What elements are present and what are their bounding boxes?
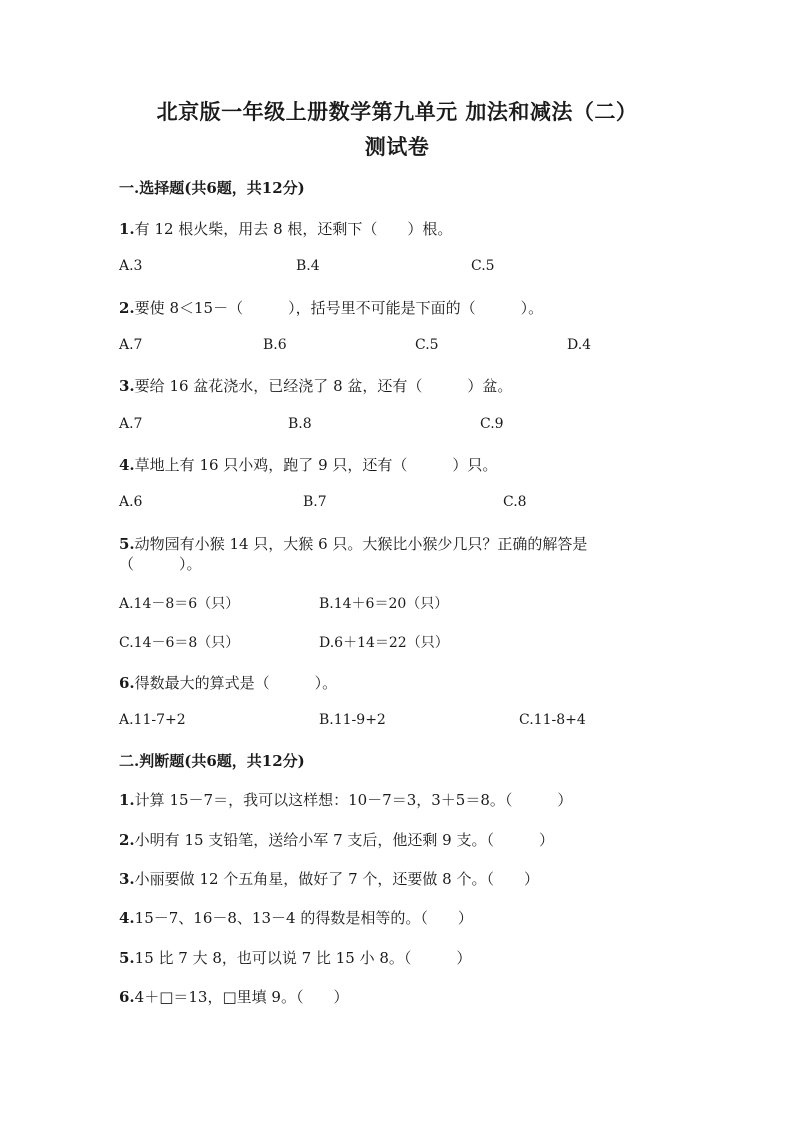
section-heading-choice: 一.选择题(共6题，共12分) xyxy=(119,179,305,197)
judgment-6 xyxy=(119,986,348,1007)
question-2 xyxy=(119,297,543,318)
judgment-5 xyxy=(119,947,471,968)
question-5 xyxy=(119,533,587,554)
judgment-1 xyxy=(119,789,572,810)
question-text: 要使 8＜15－（ ），括号里不可能是下面的（ ）。 xyxy=(134,299,544,317)
question-number: 3. xyxy=(119,377,135,395)
option-c[interactable]: C.11-8+4 xyxy=(519,712,586,728)
option-a[interactable]: A.3 xyxy=(119,258,143,274)
option-c[interactable]: C.14－6＝8（只） xyxy=(119,635,240,651)
question-6 xyxy=(119,672,337,693)
question-number: 6. xyxy=(119,674,135,692)
question-3 xyxy=(119,375,512,396)
question-number: 4. xyxy=(119,909,135,927)
judgment-4 xyxy=(119,907,473,928)
option-a[interactable]: A.11-7+2 xyxy=(119,712,186,728)
option-a[interactable]: A.14－8＝6（只） xyxy=(119,596,240,612)
option-d[interactable]: D.6＋14＝22（只） xyxy=(319,635,449,651)
option-c[interactable]: C.8 xyxy=(503,494,527,510)
question-number: 2. xyxy=(119,299,135,317)
judgment-2 xyxy=(119,829,554,850)
question-number: 1. xyxy=(119,220,135,238)
option-b[interactable]: B.4 xyxy=(296,258,320,274)
page-subtitle: 测试卷 xyxy=(364,134,430,159)
question-number: 3. xyxy=(119,870,135,888)
option-a[interactable]: A.7 xyxy=(119,416,143,432)
question-5-continued: （ ）。 xyxy=(119,555,202,573)
option-b[interactable]: B.14＋6＝20（只） xyxy=(319,596,449,612)
option-b[interactable]: B.11-9+2 xyxy=(319,712,386,728)
option-a[interactable]: A.6 xyxy=(119,494,143,510)
option-c[interactable]: C.5 xyxy=(471,258,495,274)
option-b[interactable]: B.6 xyxy=(263,337,287,353)
question-4 xyxy=(119,454,497,475)
question-text: 得数最大的算式是（ ）。 xyxy=(134,674,338,692)
option-d[interactable]: D.4 xyxy=(567,337,592,353)
option-b[interactable]: B.8 xyxy=(288,416,312,432)
question-number: 1. xyxy=(119,791,135,809)
question-text: 4＋□＝13，□里填 9。（ ） xyxy=(134,988,349,1006)
question-1 xyxy=(119,218,452,239)
question-text: 草地上有 16 只小鸡，跑了 9 只，还有（ ）只。 xyxy=(134,456,498,474)
section-heading-judgment: 二.判断题(共6题，共12分) xyxy=(119,752,305,770)
option-c[interactable]: C.5 xyxy=(415,337,439,353)
question-text: 要给 16 盆花浇水，已经浇了 8 盆，还有（ ）盆。 xyxy=(134,377,513,395)
option-c[interactable]: C.9 xyxy=(480,416,504,432)
question-text: 计算 15－7＝，我可以这样想：10－7＝3，3＋5＝8。（ ） xyxy=(134,791,573,809)
question-text: 有 12 根火柴，用去 8 根，还剩下（ ）根。 xyxy=(134,220,453,238)
option-a[interactable]: A.7 xyxy=(119,337,143,353)
question-number: 5. xyxy=(119,949,135,967)
option-b[interactable]: B.7 xyxy=(303,494,327,510)
question-text: 小明有 15 支铅笔，送给小军 7 支后，他还剩 9 支。（ ） xyxy=(134,831,554,849)
question-number: 2. xyxy=(119,831,135,849)
question-number: 5. xyxy=(119,535,135,553)
judgment-3 xyxy=(119,868,539,889)
question-number: 4. xyxy=(119,456,135,474)
question-text: 15 比 7 大 8，也可以说 7 比 15 小 8。（ ） xyxy=(134,949,472,967)
question-number: 6. xyxy=(119,988,135,1006)
page-title: 北京版一年级上册数学第九单元 加法和减法（二） xyxy=(156,99,638,124)
question-text: 小丽要做 12 个五角星，做好了 7 个，还要做 8 个。（ ） xyxy=(134,870,539,888)
question-text: 15－7、16－8、13－4 的得数是相等的。（ ） xyxy=(134,909,473,927)
question-text: 动物园有小猴 14 只，大猴 6 只。大猴比小猴少几只？正确的解答是 xyxy=(134,535,588,553)
